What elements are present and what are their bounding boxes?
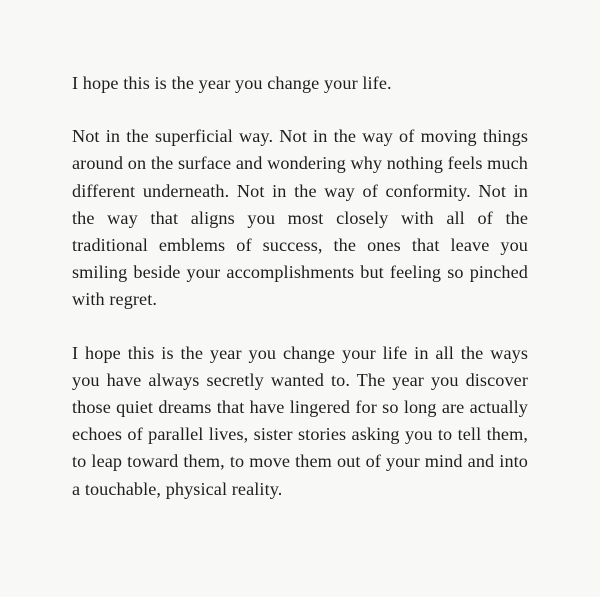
opening-line: I hope this is the year you change your life. [72,73,392,93]
paragraph-change-life: I hope this is the year you change your life in all the ways you have always secretly wanted to. The year you discover those quiet dreams that have lingered for so long are actually echoes of parallel lives, sister stories asking you to tell them, to leap toward them, to move them out of your mind and into a touchable, physical reality. [72,342,528,499]
paragraph-superficial: Not in the superficial way. Not in the way of moving things around on the surface and wondering why nothing feels much different underneath. Not in the way of conformity. Not in the way that aligns you most closely with all of the traditional emblems of success, the ones that leave you smiling beside your accomplishments but feeling so pinched with regret. [72,126,528,310]
